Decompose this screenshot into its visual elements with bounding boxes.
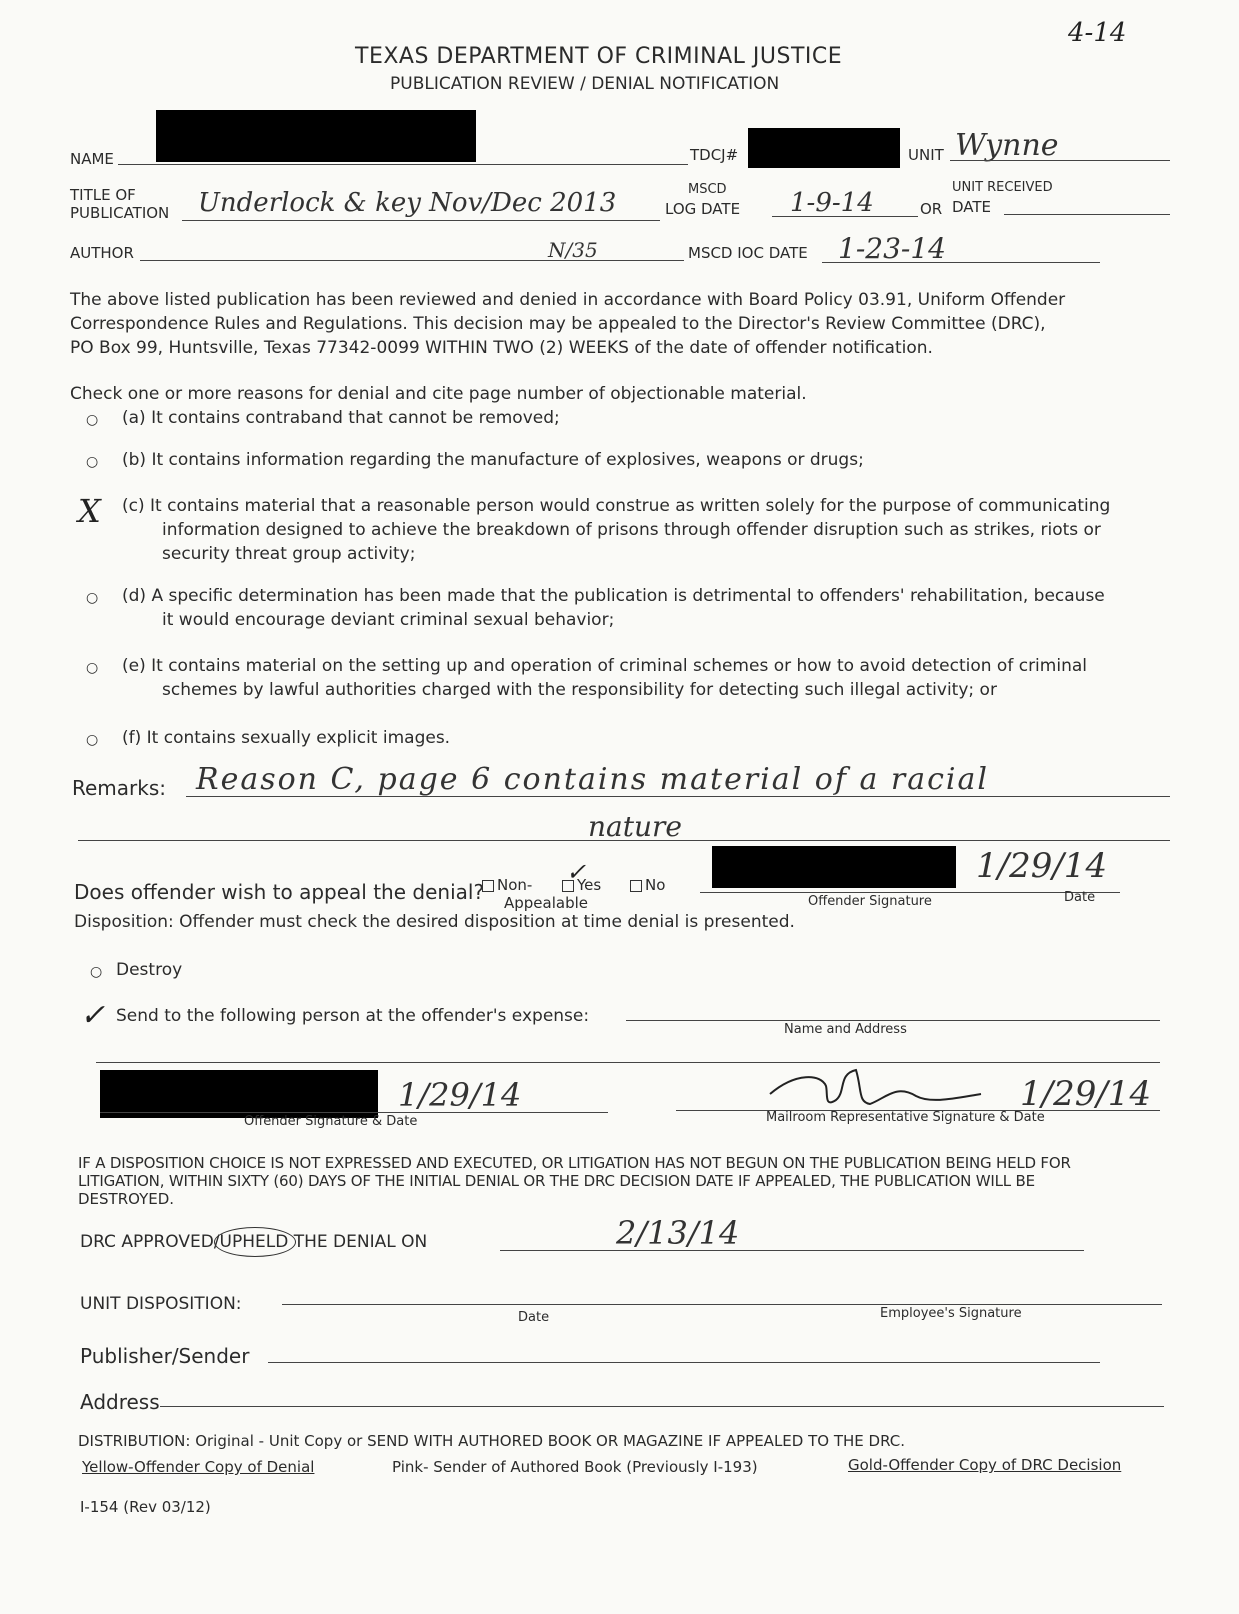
drc-upheld-label	[220, 1232, 289, 1252]
remarks-line-rule-2	[78, 840, 1170, 841]
author-line	[140, 260, 684, 261]
unit-received-label-2: DATE	[952, 198, 992, 216]
send-check-mark: ✓	[80, 998, 106, 1033]
reason-e-bullet: ○	[86, 660, 99, 676]
reason-a: (a) It contains contraband that cannot be removed;	[122, 408, 560, 428]
no-label: No	[645, 876, 666, 894]
unit-line	[950, 160, 1170, 161]
mscd-ioc-value: 1-23-14	[838, 232, 946, 265]
yes-label: Yes	[577, 876, 602, 894]
appeal-date-value: 1/29/14	[976, 846, 1108, 886]
intro-line-2: Correspondence Rules and Regulations. This decision may be appealed to the Director's Review Committee (DRC),	[70, 314, 1046, 334]
title-label-1: TITLE OF	[70, 186, 136, 204]
destroy-bullet: ○	[90, 964, 103, 980]
mailroom-date-value: 1/29/14	[1020, 1074, 1152, 1114]
distribution-yellow: Yellow-Offender Copy of Denial	[82, 1458, 315, 1476]
mscd-log-value: 1-9-14	[790, 188, 874, 218]
author-label: AUTHOR	[70, 244, 134, 262]
remarks-line-rule-1	[186, 796, 1170, 797]
offender-signature-redaction	[712, 846, 956, 888]
offender-signature-line	[100, 1112, 608, 1113]
mscd-ioc-label: MSCD IOC DATE	[688, 244, 808, 262]
drc-upheld-text: UPHELD	[219, 1232, 289, 1252]
title-label-2: PUBLICATION	[70, 204, 170, 222]
address-line	[160, 1406, 1164, 1407]
reason-f: (f) It contains sexually explicit images.	[122, 728, 451, 748]
appeal-date-caption: Date	[1064, 890, 1096, 905]
drc-date-line	[500, 1250, 1084, 1251]
remarks-line-1: Reason C, page 6 contains material of a racial	[196, 762, 990, 797]
send-option: Send to the following person at the offender's expense:	[116, 1006, 590, 1026]
unit-disposition-line	[282, 1304, 1162, 1305]
agency-heading: TEXAS DEPARTMENT OF CRIMINAL JUSTICE	[355, 44, 843, 69]
address-continuation-line	[96, 1062, 1160, 1063]
form-title: PUBLICATION REVIEW / DENIAL NOTIFICATION	[390, 74, 780, 94]
no-checkbox	[630, 880, 642, 892]
remarks-label: Remarks:	[72, 776, 167, 800]
address-label: Address	[80, 1390, 160, 1414]
title-value: Underlock & key Nov/Dec 2013	[198, 188, 617, 218]
drc-date-value: 2/13/14	[616, 1214, 740, 1252]
mailroom-signature-scribble	[766, 1064, 986, 1114]
non-appealable-checkbox	[482, 880, 494, 892]
reason-c-line-3: security threat group activity;	[162, 544, 416, 564]
notice-line-1: IF A DISPOSITION CHOICE IS NOT EXPRESSED AND EXECUTED, OR LITIGATION HAS NOT BEGUN ON THE PUBLICATION BEING HELD FOR	[78, 1154, 1071, 1172]
unit-value: Wynne	[955, 128, 1059, 163]
author-value: N/35	[548, 238, 598, 262]
disposition-label: Disposition: Offender must check the desired disposition at time denial is presented.	[74, 912, 795, 932]
name-address-caption: Name and Address	[784, 1022, 907, 1037]
upheld-circle	[214, 1227, 296, 1257]
or-label: OR	[920, 200, 943, 218]
offender-signature-date-caption: Offender Signature & Date	[244, 1114, 418, 1129]
drc-denial-on-label: THE DENIAL ON	[288, 1232, 428, 1252]
mscd-log-label-2: LOG DATE	[665, 200, 741, 218]
unit-label: UNIT	[908, 146, 944, 164]
unit-disposition-label: UNIT DISPOSITION:	[80, 1294, 242, 1314]
distribution-gold: Gold-Offender Copy of DRC Decision	[848, 1456, 1122, 1474]
tdcj-label: TDCJ#	[690, 146, 739, 164]
name-redaction	[156, 110, 476, 162]
distribution-line-1: DISTRIBUTION: Original - Unit Copy or SEND WITH AUTHORED BOOK OR MAGAZINE IF APPEALED TO THE DRC.	[78, 1432, 905, 1450]
name-line	[118, 164, 688, 165]
mscd-ioc-line	[822, 262, 1100, 263]
distribution-pink: Pink- Sender of Authored Book (Previously I-193)	[392, 1458, 758, 1476]
mscd-log-label-1: MSCD	[688, 182, 727, 197]
unit-received-line	[1004, 214, 1170, 215]
reason-f-bullet: ○	[86, 732, 99, 748]
non-label: Non-	[497, 876, 533, 894]
appealable-label: Appealable	[504, 894, 589, 912]
remarks-line-2: nature	[588, 810, 682, 843]
offender-signature-redaction-2	[100, 1070, 378, 1118]
appeal-question: Does offender wish to appeal the denial?	[74, 880, 485, 904]
appeal-signature-line	[700, 892, 1120, 893]
mailroom-signature-caption: Mailroom Representative Signature & Date	[766, 1110, 1045, 1125]
offender-date-value: 1/29/14	[398, 1076, 522, 1114]
reason-b-bullet: ○	[86, 454, 99, 470]
reason-c-check-mark: X	[78, 492, 101, 530]
publisher-sender-line	[268, 1362, 1100, 1363]
name-label: NAME	[70, 150, 114, 168]
unit-disposition-date-caption: Date	[518, 1310, 550, 1325]
reason-e-line-2: schemes by lawful authorities charged with the responsibility for detecting such illegal activity; or	[162, 680, 997, 700]
appeal-option-no	[630, 876, 665, 894]
reasons-instruction: Check one or more reasons for denial and cite page number of objectionable material.	[70, 384, 807, 404]
appeal-option-non	[482, 876, 532, 894]
title-line	[182, 220, 660, 221]
reason-d-bullet: ○	[86, 590, 99, 606]
form-id-handwritten: 4-14	[1068, 18, 1127, 48]
intro-line-1: The above listed publication has been reviewed and denied in accordance with Board Policy 03.91, Uniform Offender	[70, 290, 1066, 310]
form-number: I-154 (Rev 03/12)	[80, 1498, 211, 1516]
employee-signature-caption: Employee's Signature	[880, 1306, 1022, 1321]
tdcj-redaction	[748, 128, 900, 168]
drc-approved-label: DRC APPROVED/	[80, 1232, 220, 1252]
intro-line-3: PO Box 99, Huntsville, Texas 77342-0099 WITHIN TWO (2) WEEKS of the date of offender notification.	[70, 338, 933, 358]
offender-signature-caption: Offender Signature	[808, 894, 932, 909]
reason-b: (b) It contains information regarding the manufacture of explosives, weapons or drugs;	[122, 450, 864, 470]
destroy-option: Destroy	[116, 960, 183, 980]
publisher-sender-label: Publisher/Sender	[80, 1344, 250, 1368]
reason-c-line-1: (c) It contains material that a reasonable person would construe as written solely for the purpose of communicating	[122, 496, 1111, 516]
notice-line-3: DESTROYED.	[78, 1190, 175, 1208]
reason-a-bullet: ○	[86, 412, 99, 428]
reason-d-line-1: (d) A specific determination has been made that the publication is detrimental to offenders' rehabilitation, because	[122, 586, 1105, 606]
unit-received-label-1: UNIT RECEIVED	[952, 180, 1053, 195]
reason-d-line-2: it would encourage deviant criminal sexual behavior;	[162, 610, 615, 630]
send-name-line	[626, 1020, 1160, 1021]
yes-check-mark: ✓	[566, 858, 587, 886]
mscd-log-line	[772, 216, 918, 217]
drc-label	[80, 1232, 427, 1252]
reason-e-line-1: (e) It contains material on the setting up and operation of criminal schemes or how to avoid detection of criminal	[122, 656, 1087, 676]
notice-line-2: LITIGATION, WITHIN SIXTY (60) DAYS OF THE INITIAL DENIAL OR THE DRC DECISION DATE IF APPEALED, THE PUBLICATION WILL BE	[78, 1172, 1035, 1190]
reason-c-line-2: information designed to achieve the breakdown of prisons through offender disruption such as strikes, riots or	[162, 520, 1101, 540]
